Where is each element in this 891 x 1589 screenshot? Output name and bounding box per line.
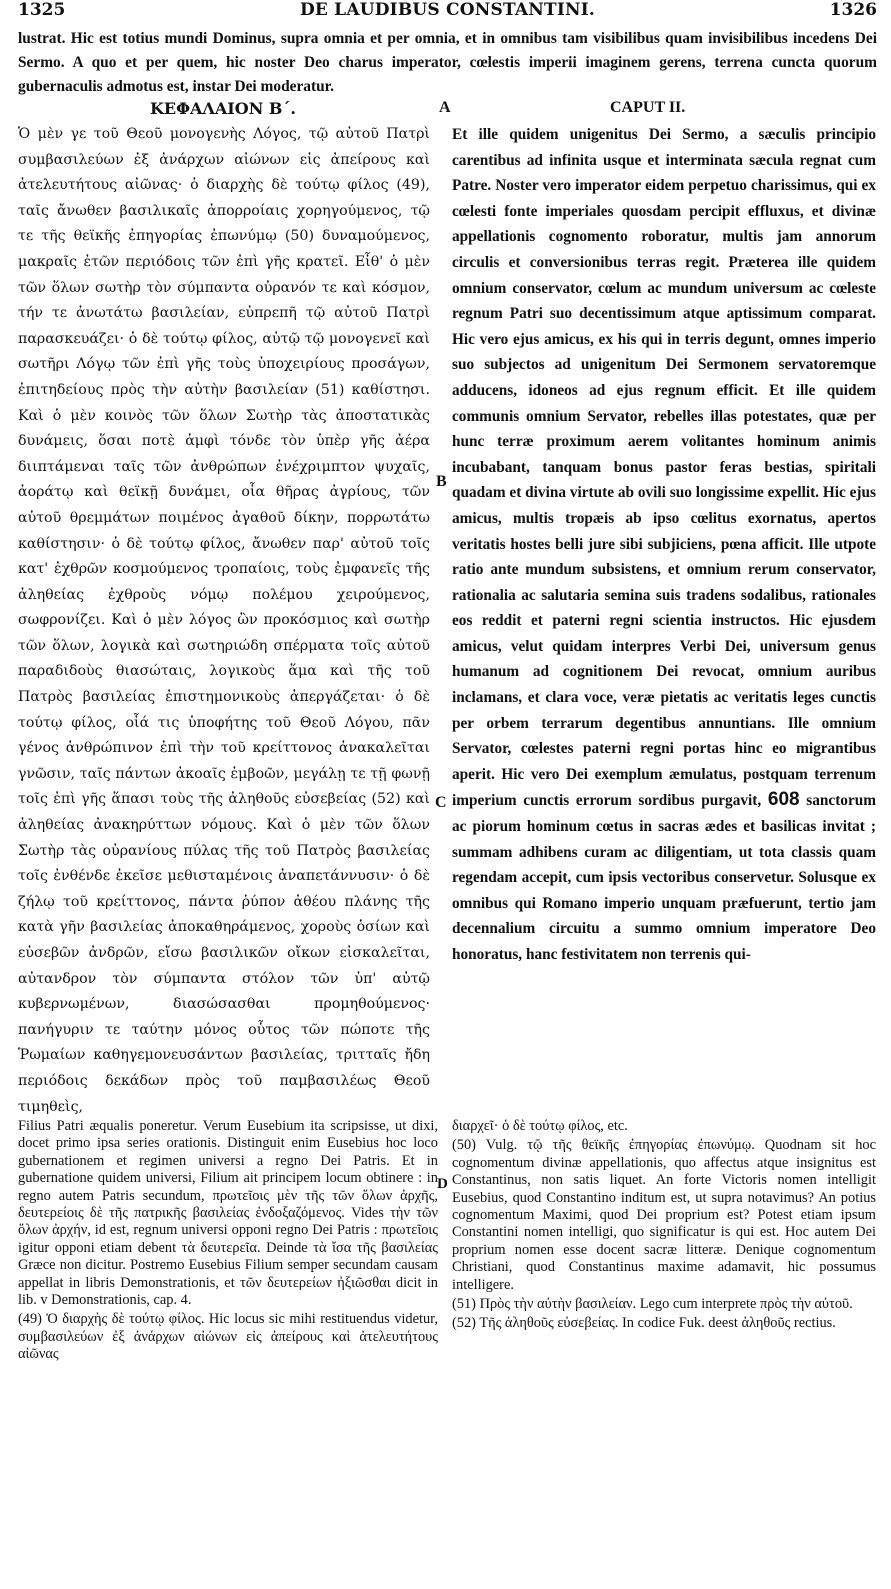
- footnote-continuation-right: διαρχεῖ· ὁ δὲ τούτῳ φίλος, etc.: [452, 1118, 628, 1134]
- margin-letter-c: C: [435, 794, 447, 811]
- running-title: DE LAUDIBUS CONSTANTINI.: [299, 0, 596, 20]
- footnotes-right-column: [452, 1118, 876, 1333]
- page-number-left: 1325: [18, 0, 66, 20]
- greek-text-column: Ὁ μὲν γε τοῦ Θεοῦ μονογενὴς Λόγος, τῷ αὐτοῦ Πατρὶ συμβασιλεύων ἐξ ἀνάρχων αἰώνων εἰς ἀπείρους καὶ ἀτελευτήτους αἰῶνας· ὁ διαρχὴς δὲ τούτῳ φίλος (49), ταῖς ἄνωθεν βασιλικαῖς ἀπορροίαις χορηγούμενος, τῷ τε τῆς θεϊκῆς ἐπηγορίας ἐπωνύμῳ (50) δυναμούμενος, μακραῖς ἐτῶν περιόδοις τῶν ἐπὶ γῆς κρατεῖ. Εἶθ' ὁ μὲν τῶν ὅλων σωτὴρ τὸν σύμπαντα οὐρανόν τε καὶ κόσμον, τήν τε ἀνωτάτω βασιλείαν, εὐπρεπῆ τῷ αὐτοῦ Πατρὶ παρασκευάζει· ὁ δὲ τούτῳ φίλος, αὐτῷ τῷ μονογενεῖ καὶ σωτῆρι Λόγῳ τῶν ἐπὶ γῆς τοὺς ὑποχειρίους προσάγων, ἐπιτηδείους πρὸς τὴν αὐτὴν βασιλείαν (51) καθίστησι. Καὶ ὁ μὲν κοινὸς τῶν ὅλων Σωτὴρ τὰς ἀποστατικὰς δυνάμεις, ὅσαι ποτὲ ἀμφὶ τόνδε τὸν ὑπὲρ γῆς ἀέρα διιπτάμεναι ταῖς τῶν ἀνθρώπων ἐνέχριμπτον ψυχαῖς, ἀοράτῳ καὶ θεϊκῇ δυνάμει, οἷα θῆρας ἀγρίους, τῶν αὐτοῦ θρεμμάτων ποιμένος ἀγαθοῦ δίκην, πορρωτάτω καθίστησιν· ὁ δὲ τούτῳ φίλος, ἄνωθεν παρ' αὐτοῦ τοῖς κατ' ἐχθρῶν κοσμούμενος τροπαίοις, τοὺς ἐμφανεῖς τῆς ἀληθείας ἐχθροὺς νόμῳ πολέμου χειρούμενος, σωφρονίζει. Καὶ ὁ μὲν λόγος ὢν προκόσμιος καὶ σωτὴρ τῶν ὅλων, λογικὰ καὶ σωτηριώδη σπέρματα τοῖς αὐτοῦ παραδιδοὺς θιασώταις, λογικοὺς ἅμα καὶ τῆς τοῦ Πατρὸς βασιλείας ἐπιστημονικοὺς ἀπεργάζεται· ὁ δὲ τούτῳ φίλος, οἷά τις ὑποφήτης τοῦ Θεοῦ Λόγου, πᾶν γένος ἀνθρώπινον ἐπὶ τὴν τοῦ κρείττονος ἀνακαλεῖται γνῶσιν, ταῖς πάντων ἀκοαῖς ἐμβοῶν, μεγάλῃ τε τῇ φωνῇ τοῖς ἐπὶ γῆς ἅπασι τοὺς τῆς ἀληθοῦς εὐσεβείας (52) καὶ ἀληθείας ἀνακηρύττων νόμους. Καὶ ὁ μὲν τῶν ὅλων Σωτὴρ τὰς οὐρανίους πύλας τῆς τοῦ Πατρὸς βασιλείας τοῖς ἐνθένδε ἐκεῖσε μεθισταμένοις ἀναπετάννυσιν· ὁ δὲ ζήλῳ τοῦ κρείττονος, πάντα ῥύπον ἀθέου πλάνης τῆς κατὰ γῆν βασιλείας ἀποκαθηράμενος, χοροὺς ὁσίων καὶ εὐσεβῶν ἀνδρῶν, εἴσω βασιλικῶν οἴκων εἰσκαλεῖται, αὐτανδρον τὸν σύμπαντα στόλον τῶν ὑπ' αὐτῷ κυβερνωμένων, διασώσασθαι προμηθούμενος· πανήγυριν τε ταύτην μόνος οὗτος τῶν πώποτε τῆς Ῥωμαίων καθηγεμονευσάντων βασιλείας, τριτταῖς ἤδη περιόδοις δεκάδων πρὸς τοῦ παμβασιλέως Θεοῦ τιμηθεὶς,: [18, 126, 430, 1115]
- running-header: [18, 0, 877, 22]
- footnote-49: (49) Ὁ διαρχὴς δὲ τούτῳ φίλος. Hic locus sic mihi restituendus videtur, συμβασιλεύων ἐξ ἀνάρχων αἰώνων εἰς ἀπείρους καὶ ἀτελευτήτους αἰῶνας: [18, 1311, 438, 1363]
- footnote-51: (51) Πρὸς τὴν αὐτὴν βασιλείαν. Lego cum interprete πρὸς τὴν αὐτοῦ.: [452, 1296, 853, 1313]
- latin-text-part-2: sanctorum ac piorum hominum cœtus in sacras ædes et basilicas invitat ; summam adhibens curam ac diligentiam, ut tota classis quam regendam accepit, cum ipsis vectoribus conservetur. Solusque ex omnibus qui Romano imperio unquam præfuerunt, tertio jam decennalium circuitu a summo omnium imperatore Deo honoratus, hanc festivitatem non terrenis qui-: [452, 792, 876, 963]
- margin-letter-b: B: [436, 473, 447, 490]
- greek-chapter-heading: ΚΕΦΑΛΑΙΟΝ Β΄.: [150, 99, 296, 118]
- margin-letter-d: D: [437, 1176, 448, 1192]
- page-number-right: 1326: [829, 0, 877, 20]
- latin-text-part-1: Et ille quidem unigenitus Dei Sermo, a sæculis principio carentibus ad infinita usque et interminata sæcula regnat cum Patre. Noster vero imperator eidem perpetuo charissimus, qui ex cœlesti fonte imperiales quosdam percipit effluxus, et divinæ appellationis cognomento roboratur, multis jam annorum circulis et conversionibus terras regit. Præterea ille quidem omnium conservator, cœlum ac mundum universum ac cœleste regnum Patri suo decentissimum atque aptissimum comparat. Hic vero ejus amicus, ex his qui in terris degunt, omnes imperio suo subjectos ad unigenitum Dei Sermonem servatoremque adducens, idoneos ad ejus regnum efficit. Et ille quidem communis omnium Servator, rebelles illas potestates, quæ per hunc terræ proximum aerem volitantes hominum animis incubabant, tanquam bonus pastor feras bestias, spiritali quadam et divina virtute ab ovili suo longissime expellit. Hic ejus amicus, multis tropæis ab ipso cœlitus exornatus, apertos veritatis hostes belli jure sibi subjiciens, pœna afficit. Ille utpote ratio ante mundum subsistens, et omnium rerum conservator, rationalia ac salutaria semina suis tradens sodalibus, rationales eos reddit et paterni regni scientia instructos. Hic ejusdem amicus, velut quidam interpres Verbi Dei, universum genus humanum ad cognitionem Dei revocat, omnium auribus inclamans, et clara voce, veræ pietatis ac veritatis leges cunctis per orbem terrarum degentibus annuntians. Ille omnium Servator, cœlestes paterni regni portas hinc eo migrantibus aperit. Hic vero Dei exemplum æmulatus, postquam terrenum imperium cunctis errorum sordibus purgavit,: [452, 126, 876, 810]
- footnote-continuation: Filius Patri æqualis poneretur. Verum Eusebium ita scripsisse, ut dixi, docet primo ipsa series orationis. Distinguit enim Eusebius hoc loco gubernationem et regimen universi a regno Dei Patris. Et in gubernatione quidem universi, Filium ait principem locum obtinere : in regno autem Patris secundum, πρωτεῖοις μὲν τῆς τῶν ὅλων ἀρχῆς, δευτερείοις δὲ τῆς πατρικῆς βασιλείας ἐνδοξαζόμενος. Vides τὴν τῶν ὅλων ἀρχήν, id est, regnum universi opponi regno Dei Patris : πρωτεῖοις igitur opponi etiam debent τὰ δευτερεῖα. Deinde τὰ ἴσα τῆς βασιλείας Græce non dicitur. Postremo Eusebius Filium semper secundam causam appellat in libris Demonstrationis, et τῶν δευτερείων ἠξιῶσθαι dicit in lib. v Demonstrationis, cap. 4.: [18, 1118, 438, 1309]
- latin-text-column: [452, 122, 876, 968]
- margin-letter-a: A: [439, 99, 451, 116]
- column-number: 608: [767, 789, 800, 811]
- intro-paragraph: lustrat. Hic est totius mundi Dominus, supra omnia et per omnia, et in omnibus tam visibilibus quam invisibilibus incedens Dei Sermo. A quo et per quem, hic noster Deo charus imperator, cœlestis imperii imaginem gerens, terrena cuncta quorum gubernaculis admotus est, instar Dei moderatur.: [18, 30, 877, 95]
- footnote-52: (52) Τῆς ἀληθοῦς εὐσεβείας. In codice Fuk. deest ἀληθοῦς rectius.: [452, 1315, 836, 1332]
- footnote-50: (50) Vulg. τῷ τῆς θεϊκῆς ἐπηγορίας ἐπωνύμῳ. Quodnam sit hoc cognomentum divinæ appellationis, quo affectus atque insignitus est Constantinus, non satis liquet. An forte Victoris nomen intelligit Eusebius, quod Constantino inditum est, ut supra notavimus? An potius cognomentum Maximi, quod Dei proprium est? Potest etiam ipsum Constantini nomen intelligi, quo significatur is qui est. Hoc autem Dei proprium nomen esse docent sacræ litteræ. Denique cognomentum Christiani, quod Constantinus maxime adamavit, hic possumus intelligere.: [452, 1137, 876, 1293]
- latin-chapter-heading: CAPUT II.: [610, 99, 686, 116]
- footnotes-left-column: [18, 1118, 438, 1364]
